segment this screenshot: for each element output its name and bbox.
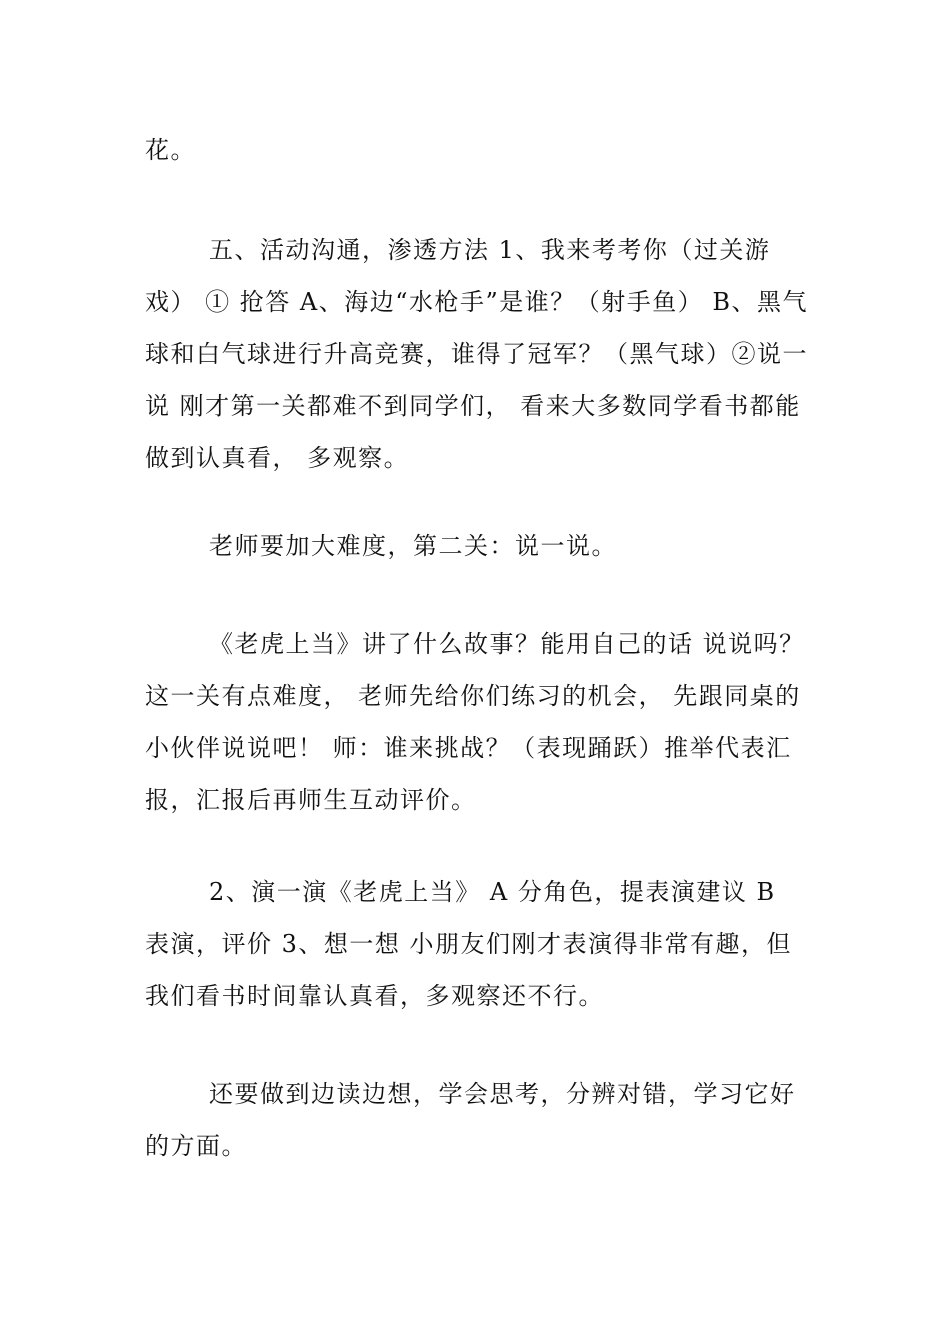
paragraph-think-while-reading: 还要做到边读边想，学会思考，分辨对错，学习它好的方面。 [145,1080,796,1160]
paragraph-level-two-intro: 老师要加大难度，第二关：说一说。 [209,532,617,560]
paragraph-story-retell: 《老虎上当》讲了什么故事？能用自己的话 说说吗？这一关有点难度， 老师先给你们练习的机会， 先跟同桌的小伙伴说说吧！ 师：谁来挑战？（表现踊跃）推举代表汇报，汇报后再师生互动评价。 [145,630,805,814]
paragraph-act-out: 2、演一演《老虎上当》 A 分角色，提表演建议 B 表演，评价 3、想一想 小朋友们刚才表演得非常有趣，但我们看书时间靠认真看，多观察还不行。 [145,878,793,1010]
paragraph-continuation: 花。 [145,136,196,164]
paragraph-section-five: 五、活动沟通，渗透方法 1、我来考考你（过关游戏） ① 抢答 A、海边“水枪手”是谁？（射手鱼） B、黑气球和白气球进行升高竞赛，谁得了冠军？（黑气球）②说一说 刚才第一关都难不到同学们， 看来大多数同学看书都能做到认真看， 多观察。 [145,236,809,472]
